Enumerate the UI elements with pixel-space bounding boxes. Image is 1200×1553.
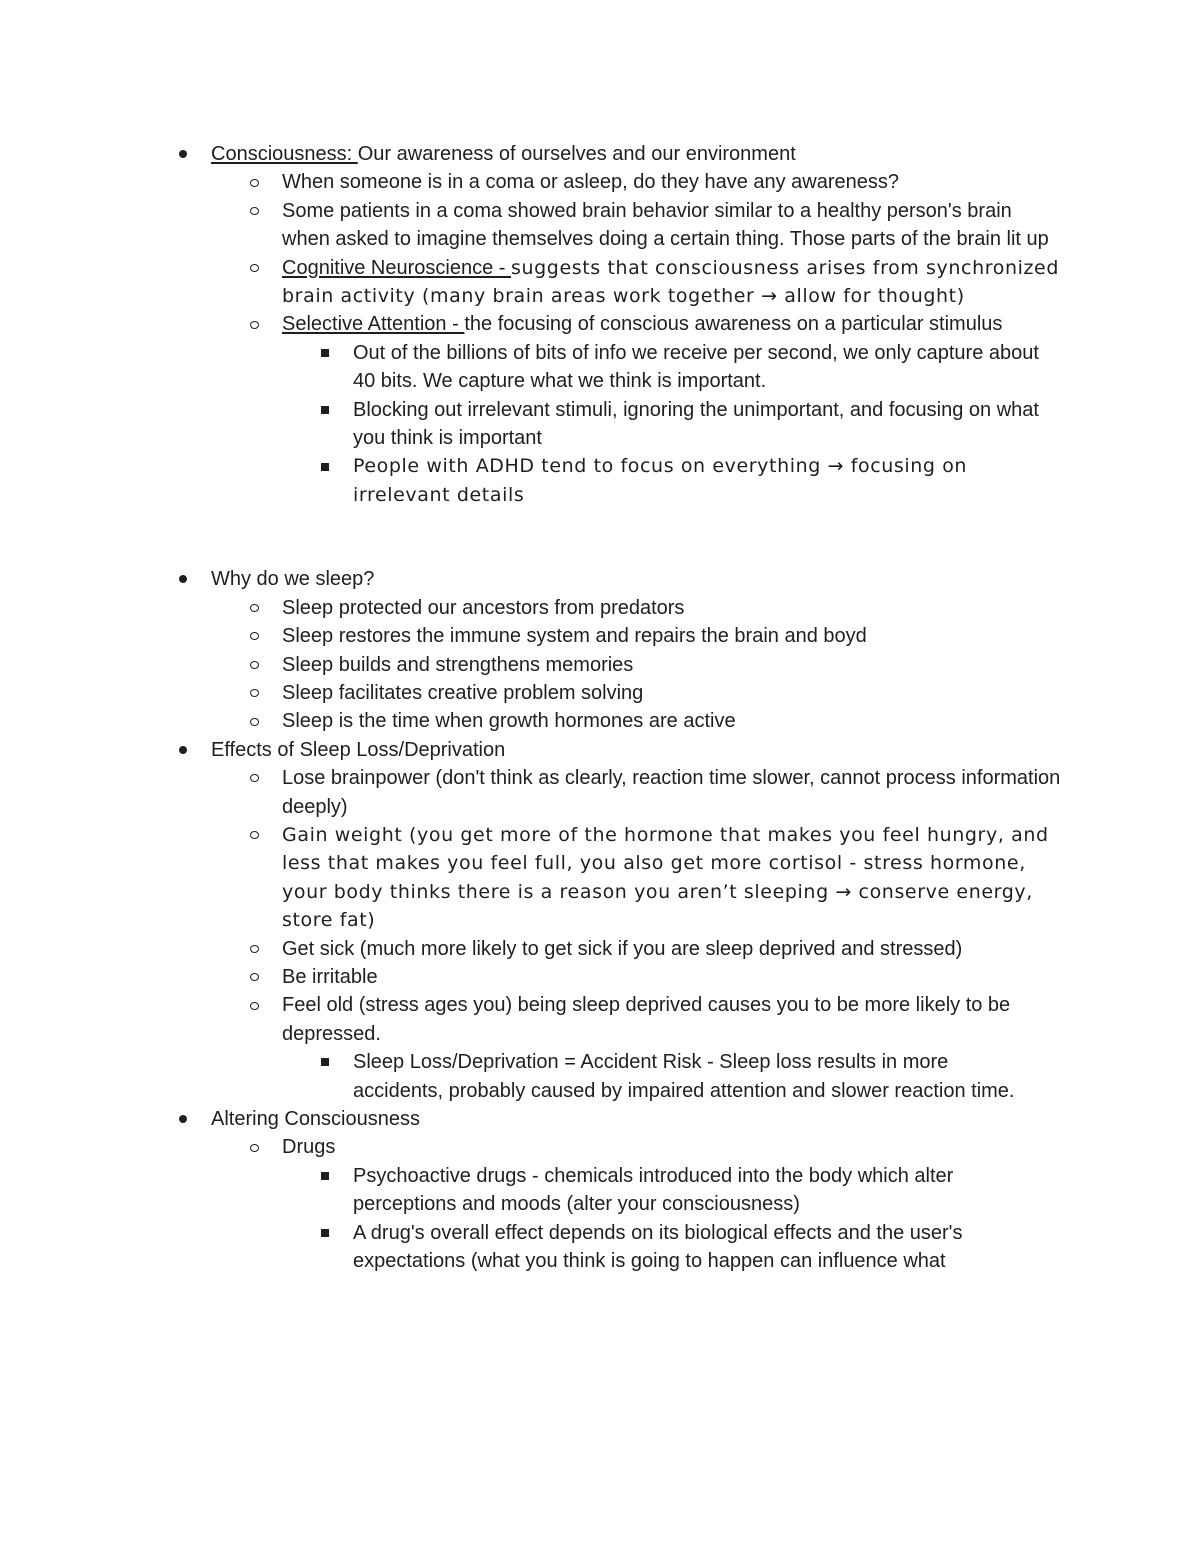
bullet-consciousness bbox=[0, 140, 1061, 168]
bullet-text: Sleep is the time when growth hormones are active bbox=[282, 710, 736, 733]
bullet-circle-icon bbox=[246, 168, 262, 196]
accident-risk-point bbox=[0, 1048, 1043, 1105]
bullet-circle-icon bbox=[246, 821, 262, 849]
drug-point-psychoactive bbox=[0, 1162, 1043, 1219]
bullet-circle-icon bbox=[246, 651, 262, 679]
bullet-square-icon bbox=[317, 1162, 333, 1190]
bullet-sleep-loss bbox=[0, 736, 1061, 764]
sub-bullet-sleep-loss-effect bbox=[0, 963, 1062, 991]
bullet-square-icon bbox=[317, 396, 333, 424]
bullet-circle-icon bbox=[246, 594, 262, 622]
bullet-text: Sleep builds and strengthens memories bbox=[282, 653, 634, 676]
notes-body bbox=[0, 140, 1200, 1275]
bullet-dot-icon bbox=[175, 565, 191, 593]
bullet-square-icon bbox=[317, 1048, 333, 1076]
sub-bullet-coma-question bbox=[0, 168, 1062, 196]
bullet-dot-icon bbox=[175, 140, 191, 168]
bullet-text: Sleep restores the immune system and repairs the brain and boyd bbox=[282, 625, 867, 648]
bullet-text: Our awareness of ourselves and our environment bbox=[357, 143, 796, 165]
bullet-text: Some patients in a coma showed brain behavior similar to a healthy person's brain when asked to imagine themselves doing a certain thing. Those parts of the brain lit up bbox=[282, 199, 1049, 251]
bullet-text: Drugs bbox=[282, 1136, 336, 1159]
bullet-text: Why do we sleep? bbox=[211, 568, 375, 591]
bullet-circle-icon bbox=[246, 679, 262, 707]
bullet-text: Get sick (much more likely to get sick if you are sleep deprived and stressed) bbox=[282, 937, 963, 960]
bullet-circle-icon bbox=[246, 707, 262, 735]
bullet-square-icon bbox=[317, 1219, 333, 1247]
bullet-text: Out of the billions of bits of info we receive per second, we only capture about 40 bits. We capture what we think is important. bbox=[353, 341, 1039, 393]
attention-point-bits bbox=[0, 339, 1043, 396]
sub-bullet-sleep-reason bbox=[0, 622, 1062, 650]
bullet-circle-icon bbox=[246, 935, 262, 963]
bullet-text: Feel old (stress ages you) being sleep deprived causes you to be more likely to be depressed. bbox=[282, 994, 1011, 1045]
bullet-altering-consciousness bbox=[0, 1105, 1061, 1133]
sub-bullet-sleep-loss-effect bbox=[0, 764, 1062, 821]
section-gap bbox=[0, 509, 1200, 565]
term-label: Cognitive Neuroscience - bbox=[282, 256, 511, 279]
sub-bullet-sleep-reason bbox=[0, 707, 1062, 735]
sub-bullet-drugs bbox=[0, 1133, 1062, 1161]
attention-point-blocking bbox=[0, 396, 1043, 453]
bullet-text: the focusing of conscious awareness on a particular stimulus bbox=[464, 313, 1003, 336]
bullet-square-icon bbox=[317, 339, 333, 367]
attention-point-adhd bbox=[0, 452, 1043, 509]
bullet-text: When someone is in a coma or asleep, do they have any awareness? bbox=[282, 171, 900, 194]
bullet-dot-icon bbox=[175, 736, 191, 764]
drug-point-effect bbox=[0, 1219, 1043, 1276]
bullet-circle-icon bbox=[246, 963, 262, 991]
bullet-text: Blocking out irrelevant stimuli, ignoring the unimportant, and focusing on what you think is important bbox=[353, 398, 1039, 450]
bullet-text: Be irritable bbox=[282, 965, 378, 988]
bullet-circle-icon bbox=[246, 1133, 262, 1161]
bullet-square-icon bbox=[317, 452, 333, 480]
sub-bullet-selective-attention bbox=[0, 310, 1062, 338]
sub-bullet-sleep-loss-effect bbox=[0, 991, 1062, 1048]
bullet-text: Sleep Loss/Deprivation = Accident Risk - Sleep loss results in more accidents, probably caused by impaired attention and slower reaction time. bbox=[353, 1051, 1015, 1102]
bullet-circle-icon bbox=[246, 622, 262, 650]
bullet-text: Lose brainpower (don't think as clearly, reaction time slower, cannot process information deeply) bbox=[282, 767, 1061, 818]
sub-bullet-cognitive-neuroscience bbox=[0, 254, 1062, 311]
sub-bullet-sleep-loss-effect bbox=[0, 935, 1062, 963]
bullet-dot-icon bbox=[175, 1105, 191, 1133]
bullet-text: Sleep protected our ancestors from predators bbox=[282, 596, 685, 619]
bullet-circle-icon bbox=[246, 764, 262, 792]
bullet-why-sleep bbox=[0, 565, 1061, 593]
sub-bullet-sleep-reason bbox=[0, 651, 1062, 679]
bullet-circle-icon bbox=[246, 310, 262, 338]
bullet-circle-icon bbox=[246, 254, 262, 282]
sub-bullet-coma-patients bbox=[0, 197, 1062, 254]
sub-bullet-sleep-reason bbox=[0, 594, 1062, 622]
sub-bullet-sleep-loss-effect bbox=[0, 821, 1062, 935]
bullet-text: Gain weight (you get more of the hormone that makes you feel hungry, and less that makes you feel full, you also get more cortisol - stress hormone, your body thinks there is a reason you aren’t sleeping → conserve energy, store fat) bbox=[282, 823, 1049, 932]
bullet-text: suggests that consciousness arises from synchronized brain activity (many brain areas work together → allow for thought) bbox=[282, 256, 1059, 308]
sub-bullet-sleep-reason bbox=[0, 679, 1062, 707]
bullet-text: People with ADHD tend to focus on everything → focusing on irrelevant details bbox=[353, 455, 968, 506]
bullet-text: Psychoactive drugs - chemicals introduced into the body which alter perceptions and moods (alter your consciousness) bbox=[353, 1164, 954, 1216]
term-label: Consciousness: bbox=[211, 143, 358, 165]
bullet-text: A drug's overall effect depends on its biological effects and the user's expectations (what you think is going to happen can influence what bbox=[353, 1221, 963, 1273]
bullet-text: Altering Consciousness bbox=[211, 1108, 420, 1130]
bullet-circle-icon bbox=[246, 197, 262, 225]
bullet-text: Effects of Sleep Loss/Deprivation bbox=[211, 738, 506, 761]
bullet-circle-icon bbox=[246, 991, 262, 1019]
term-label: Selective Attention - bbox=[282, 313, 465, 336]
bullet-text: Sleep facilitates creative problem solving bbox=[282, 681, 644, 704]
